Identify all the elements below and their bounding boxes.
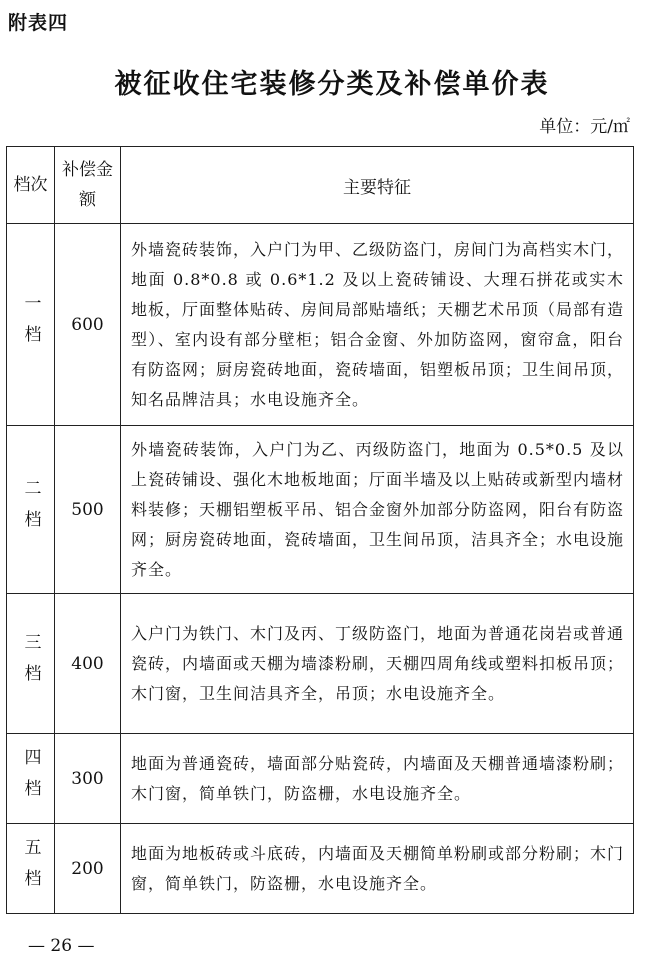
- compensation-table: [6, 146, 634, 914]
- grade-cell: 五档: [7, 824, 55, 914]
- header-features: 主要特征: [121, 147, 634, 224]
- features-cell: 外墙瓷砖装饰，入户门为乙、丙级防盗门，地面为 0.5*0.5 及以上瓷砖铺设、强化木地板地面；厅面半墙及以上贴砖或新型内墙材料装修；天棚铝塑板平吊、铝合金窗外加部分防盗网，阳台有防盗网；厨房瓷砖地面，瓷砖墙面，卫生间吊顶，洁具齐全；水电设施齐全。: [121, 426, 634, 594]
- page-number: — 26 —: [28, 936, 95, 956]
- table-row: [7, 224, 634, 426]
- header-grade: 档次: [7, 147, 55, 224]
- amount-cell: 400: [55, 594, 121, 734]
- table-row: [7, 824, 634, 914]
- features-cell: 外墙瓷砖装饰，入户门为甲、乙级防盗门，房间门为高档实木门，地面 0.8*0.8 或 0.6*1.2 及以上瓷砖铺设、大理石拼花或实木地板，厅面整体贴砖、房间局部贴墙纸；天棚艺术吊顶（局部有造型）、室内设有部分壁柜；铝合金窗、外加防盗网，窗帘盒，阳台有防盗网；厨房瓷砖地面，瓷砖墙面，铝塑板吊顶；卫生间吊顶，知名品牌洁具；水电设施齐全。: [121, 224, 634, 426]
- table-row: [7, 734, 634, 824]
- grade-cell: 一档: [7, 224, 55, 426]
- table-row: [7, 426, 634, 594]
- document-title: 被征收住宅装修分类及补偿单价表: [114, 69, 550, 100]
- amount-cell: 200: [55, 824, 121, 914]
- features-cell: 地面为普通瓷砖，墙面部分贴瓷砖，内墙面及天棚普通墙漆粉刷；木门窗，简单铁门，防盗栅，水电设施齐全。: [121, 734, 634, 824]
- attachment-label: 附表四: [8, 12, 69, 34]
- grade-cell: 三档: [7, 594, 55, 734]
- table-row: [7, 594, 634, 734]
- features-cell: 地面为地板砖或斗底砖，内墙面及天棚简单粉刷或部分粉刷；木门窗，简单铁门，防盗栅，水电设施齐全。: [121, 824, 634, 914]
- grade-cell: 二档: [7, 426, 55, 594]
- grade-cell: 四档: [7, 734, 55, 824]
- amount-cell: 300: [55, 734, 121, 824]
- header-amount: 补偿金额: [55, 147, 121, 224]
- unit-label: 单位：元/㎡: [539, 117, 630, 137]
- amount-cell: 500: [55, 426, 121, 594]
- table-header-row: [7, 147, 634, 224]
- features-cell: 入户门为铁门、木门及丙、丁级防盗门，地面为普通花岗岩或普通瓷砖，内墙面或天棚为墙漆粉刷，天棚四周角线或塑料扣板吊顶；木门窗，卫生间洁具齐全，吊顶；水电设施齐全。: [121, 594, 634, 734]
- amount-cell: 600: [55, 224, 121, 426]
